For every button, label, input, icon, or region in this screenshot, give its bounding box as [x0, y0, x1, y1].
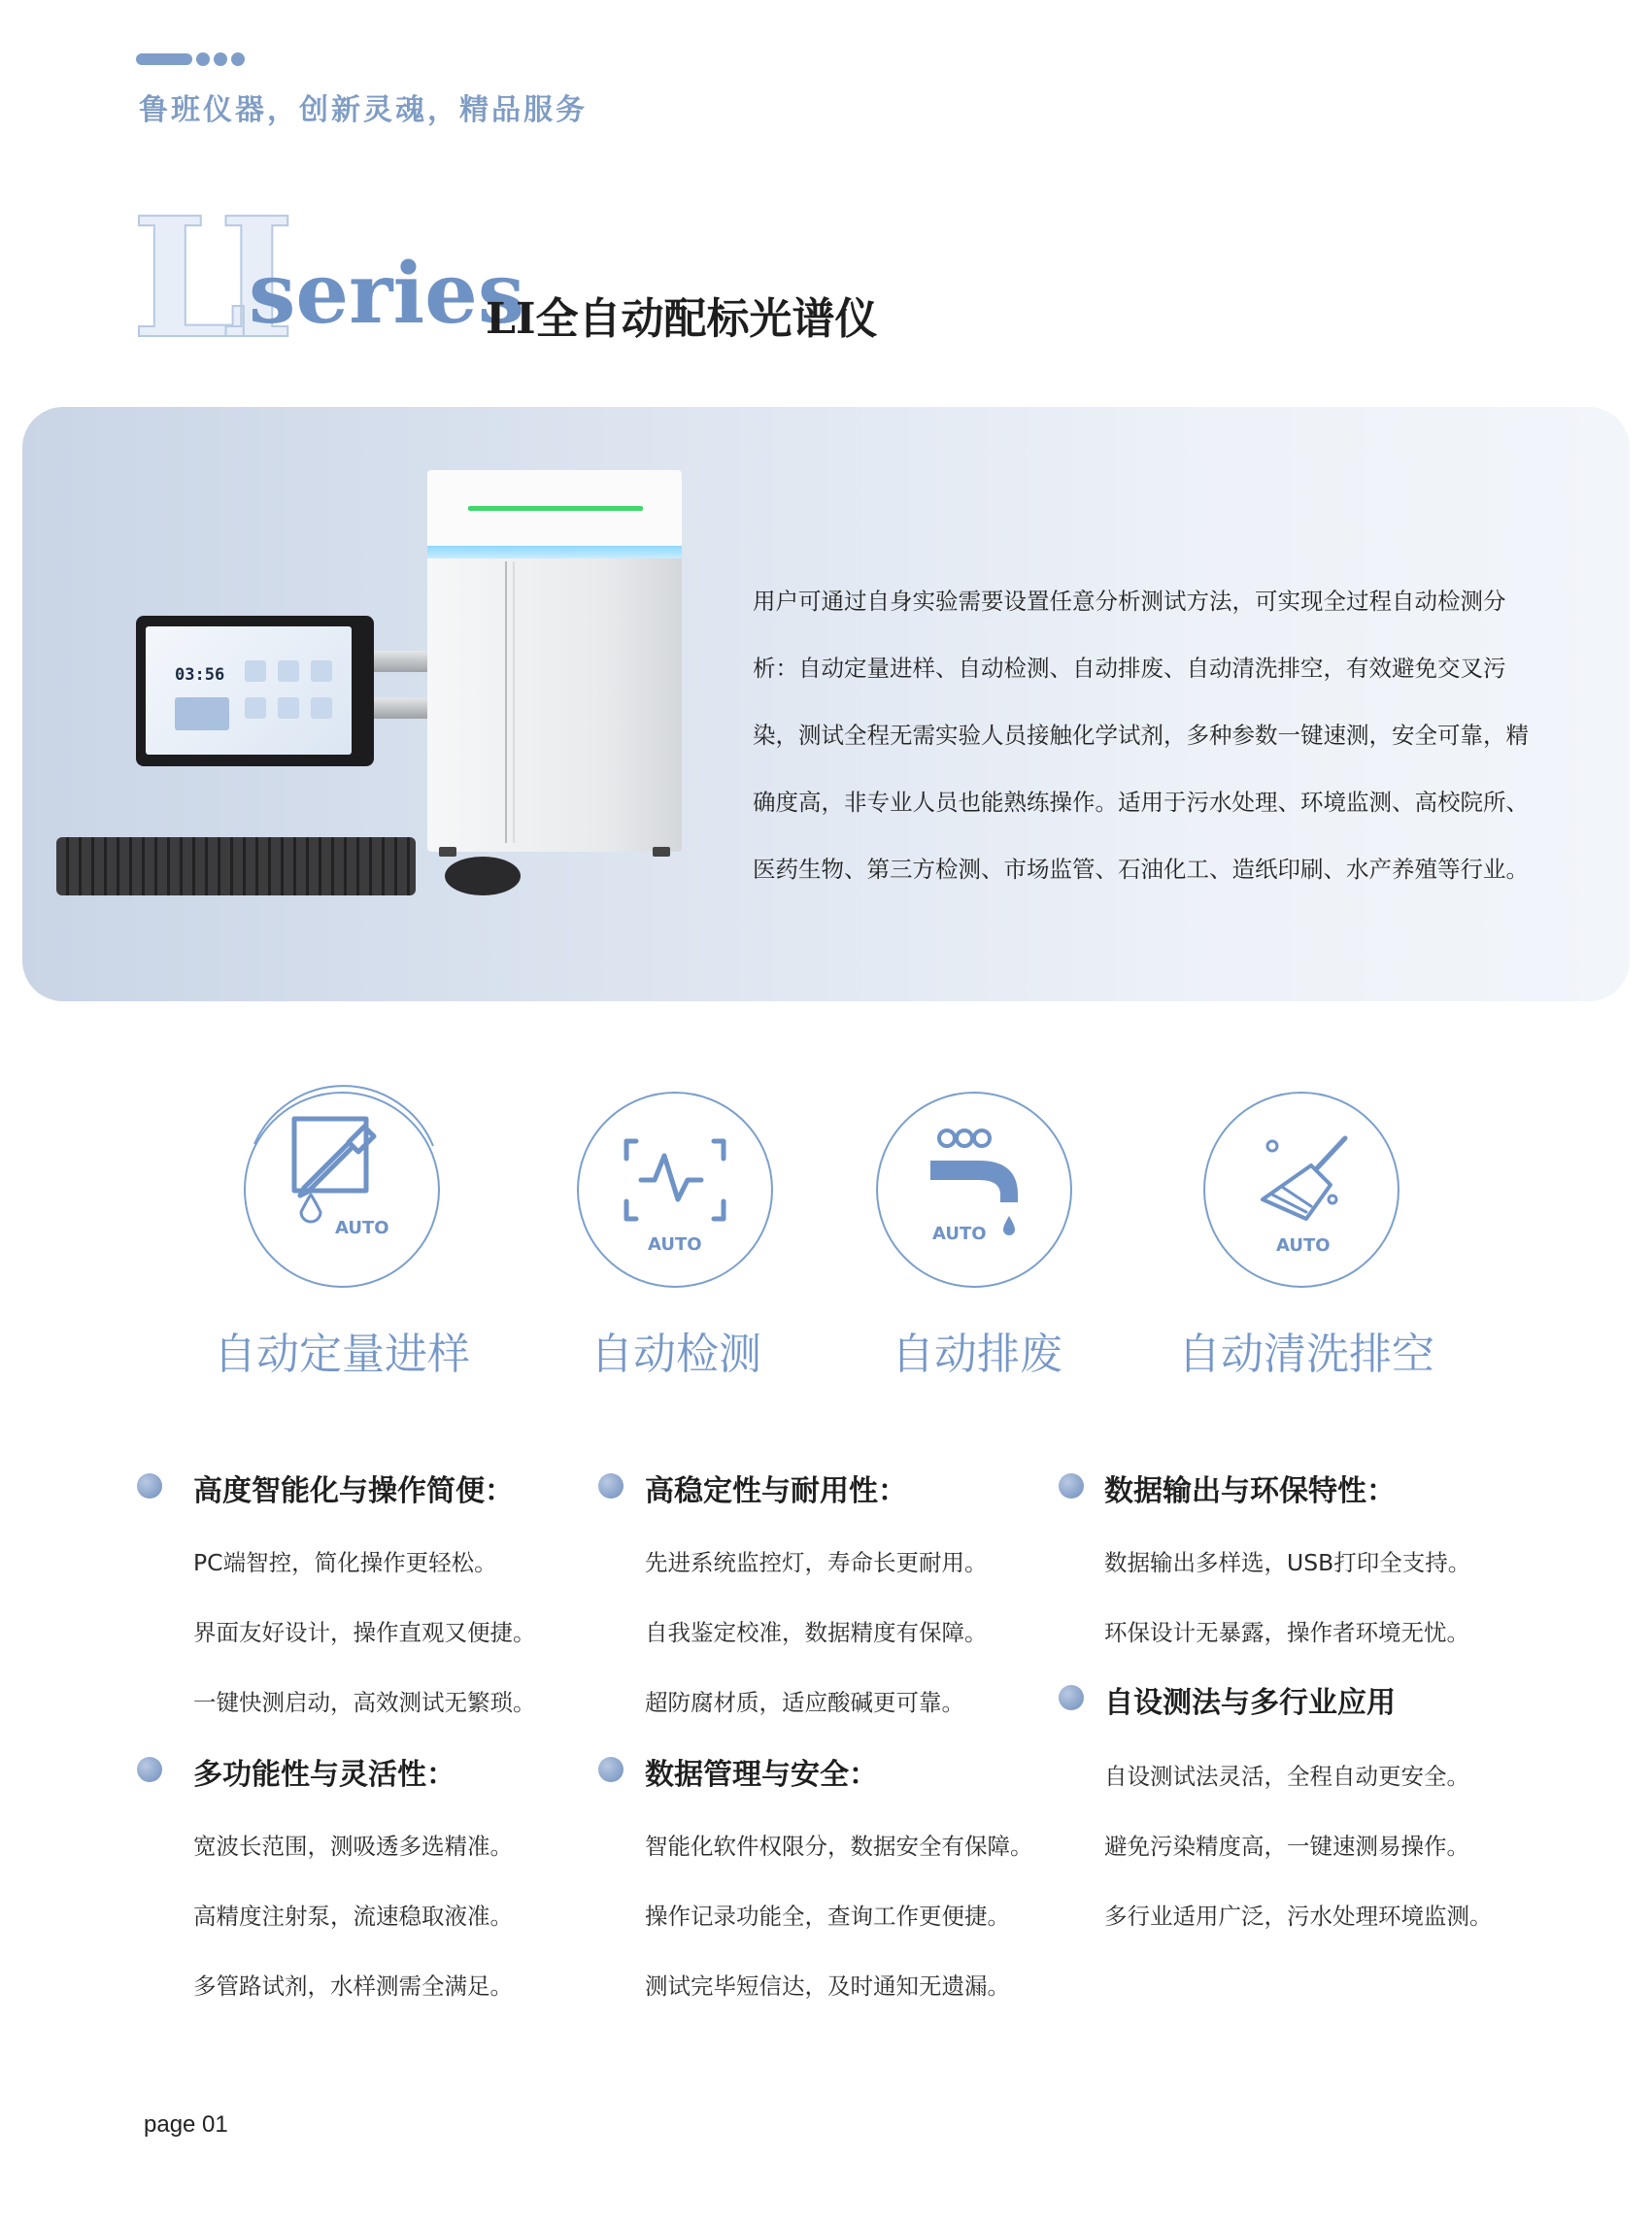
spec-item: 宽波长范围，测吸透多选精准。 — [193, 1833, 513, 1860]
section-bullet — [137, 1757, 162, 1782]
screen-clock: 03:56 — [175, 665, 225, 685]
spec-item: 测试完毕短信达，及时通知无遗漏。 — [645, 1972, 1010, 2000]
section-title: 高度智能化与操作简便： — [193, 1474, 514, 1508]
feature-label-waste: 自动排废 — [892, 1330, 1062, 1379]
spec-item: 自我鉴定校准，数据精度有保障。 — [645, 1619, 988, 1646]
feature-label-sampling: 自动定量进样 — [214, 1330, 470, 1379]
spec-item: 超防腐材质，适应酸碱更可靠。 — [645, 1689, 964, 1716]
section-title: 数据管理与安全： — [645, 1758, 878, 1792]
spec-item: 多管路试剂，水样测需全满足。 — [193, 1972, 513, 2000]
dropper-icon — [245, 1086, 439, 1287]
spec-item: 智能化软件权限分，数据安全有保障。 — [645, 1833, 1033, 1860]
feature-label-detection: 自动检测 — [590, 1330, 761, 1379]
waveform-scan-icon — [578, 1093, 772, 1287]
broom-icon — [1204, 1093, 1399, 1287]
spec-item: 先进系统监控灯，寿命长更耐用。 — [645, 1549, 988, 1576]
feature-auto-badge: AUTO — [932, 1224, 987, 1244]
feature-auto-badge: AUTO — [335, 1218, 389, 1238]
feature-auto-badge: AUTO — [648, 1234, 702, 1255]
slogan: 鲁班仪器，创新灵魂，精品服务 — [139, 93, 588, 127]
section-title: 多功能性与灵活性： — [193, 1758, 455, 1792]
section-bullet — [1059, 1473, 1084, 1499]
page-number: page 01 — [144, 2111, 228, 2138]
section-bullet — [137, 1473, 162, 1499]
spec-item: 界面友好设计，操作直观又便捷。 — [193, 1619, 536, 1646]
spec-item: 高精度注射泵，流速稳取液准。 — [193, 1903, 513, 1930]
spec-item: 环保设计无暴露，操作者环境无忧。 — [1104, 1619, 1469, 1646]
series-logo-letters: LI — [131, 182, 267, 376]
section-title: 自设测法与多行业应用 — [1104, 1686, 1396, 1720]
spec-item: PC端智控，简化操作更轻松。 — [193, 1549, 497, 1576]
feature-auto-badge: AUTO — [1276, 1235, 1331, 1256]
spec-item: 自设测试法灵活，全程自动更安全。 — [1104, 1763, 1469, 1790]
feature-label-cleaning: 自动清洗排空 — [1178, 1330, 1434, 1379]
hero-description: 用户可通过自身实验需要设置任意分析测试方法，可实现全过程自动检测分析：自动定量进样、自动检测、自动排废、自动清洗排空，有效避免交叉污染，测试全程无需实验人员接触化学试剂，多种参数一键速测，安全可靠，精确度高，非专业人员也能熟练操作。适用于污水处理、环境监测、高校院所、医药生物、第三方检测、市场监管、石油化工、造纸印刷、水产养殖等行业。 — [753, 588, 1529, 883]
spec-item: 一键快测启动，高效测试无繁琐。 — [193, 1689, 536, 1716]
spec-item: 数据输出多样选，USB打印全支持。 — [1104, 1549, 1471, 1576]
faucet-icon — [877, 1093, 1071, 1287]
spec-item: 操作记录功能全，查询工作更便捷。 — [645, 1903, 1010, 1930]
section-title: 高稳定性与耐用性： — [645, 1474, 907, 1508]
section-bullet — [598, 1757, 624, 1782]
section-bullet — [598, 1473, 624, 1499]
spec-item: 多行业适用广泛，污水处理环境监测。 — [1104, 1903, 1493, 1930]
series-word: series — [249, 245, 525, 343]
product-title: LI全自动配标光谱仪 — [486, 294, 878, 344]
spec-item: 避免污染精度高，一键速测易操作。 — [1104, 1833, 1469, 1860]
section-bullet — [1059, 1685, 1084, 1710]
section-title: 数据输出与环保特性： — [1104, 1474, 1396, 1508]
